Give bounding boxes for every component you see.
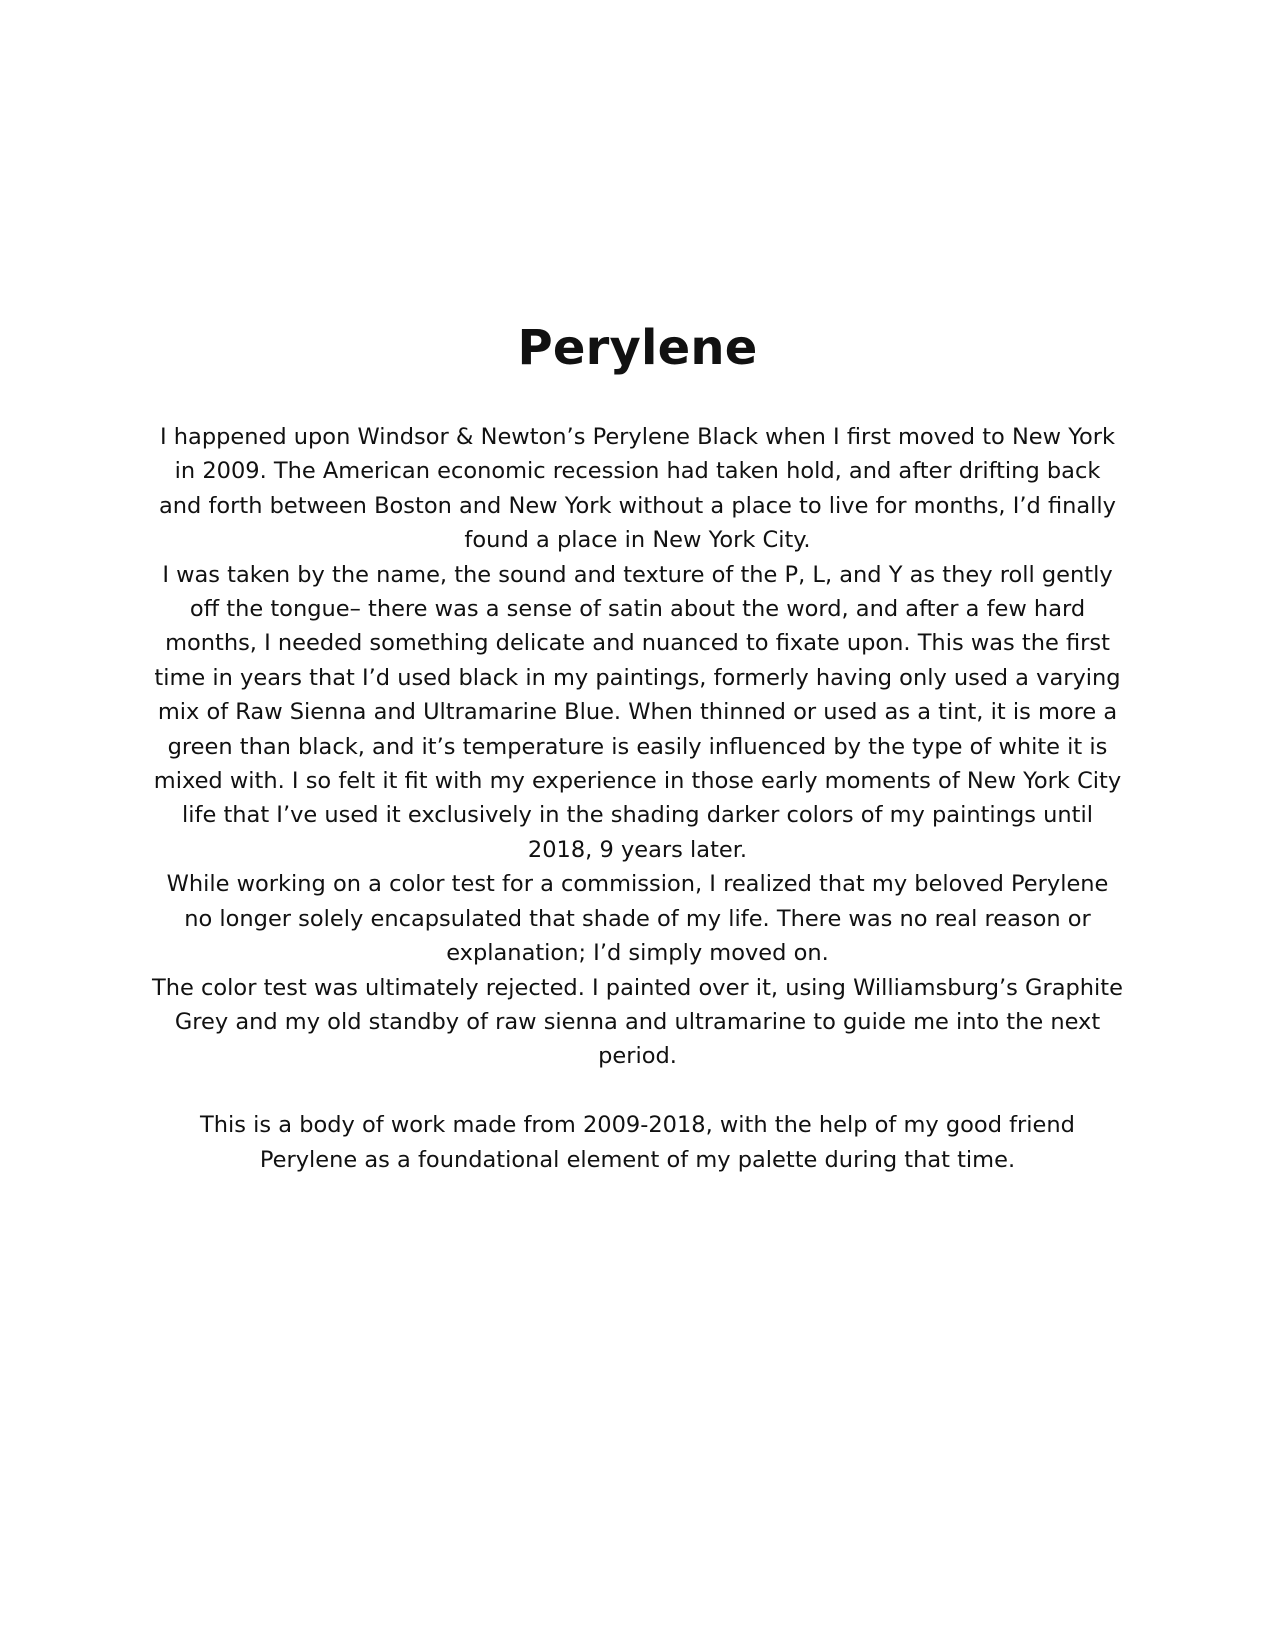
paragraph-color-test: The color test was ultimately rejected. I painted over it, using Williamsburg’s Graphite Grey and my old standby of raw sienna and ultramarine to guide me into the next period.: [152, 974, 1123, 1070]
paragraph-commission: While working on a color test for a commission, I realized that my beloved Perylene no longer solely encapsulated that shade of my life. There was no real reason or explanation; I’d simply moved on.: [166, 871, 1109, 967]
closing-statement: This is a body of work made from 2009-2018, with the help of my good friend Perylene as a foundational element of my palette during that time.: [200, 1112, 1075, 1173]
body-text: [150, 420, 1125, 1177]
paragraph-name: I was taken by the name, the sound and texture of the P, L, and Y as they roll gently off the tongue– there was a sense of satin about the word, and after a few hard months, I needed something delicate and nuanced to fixate upon. This was the first time in years that I’d used black in my paintings, formerly having only used a varying mix of Raw Sienna and Ultramarine Blue. When thinned or used as a tint, it is more a green than black, and it’s temperature is easily influenced by the type of white it is mixed with. I so felt it fit with my experience in those early moments of New York City life that I’ve used it exclusively in the shading darker colors of my paintings until 2018, 9 years later.: [153, 561, 1122, 863]
page-title: Perylene: [517, 320, 758, 376]
paragraph-spacer: [150, 1074, 1125, 1108]
paragraph-arrival: I happened upon Windsor & Newton’s Perylene Black when I first moved to New York in 2009. The American economic recession had taken hold, and after drifting back and forth between Boston and New York without a place to live for months, I’d finally found a place in New York City.: [158, 424, 1116, 554]
